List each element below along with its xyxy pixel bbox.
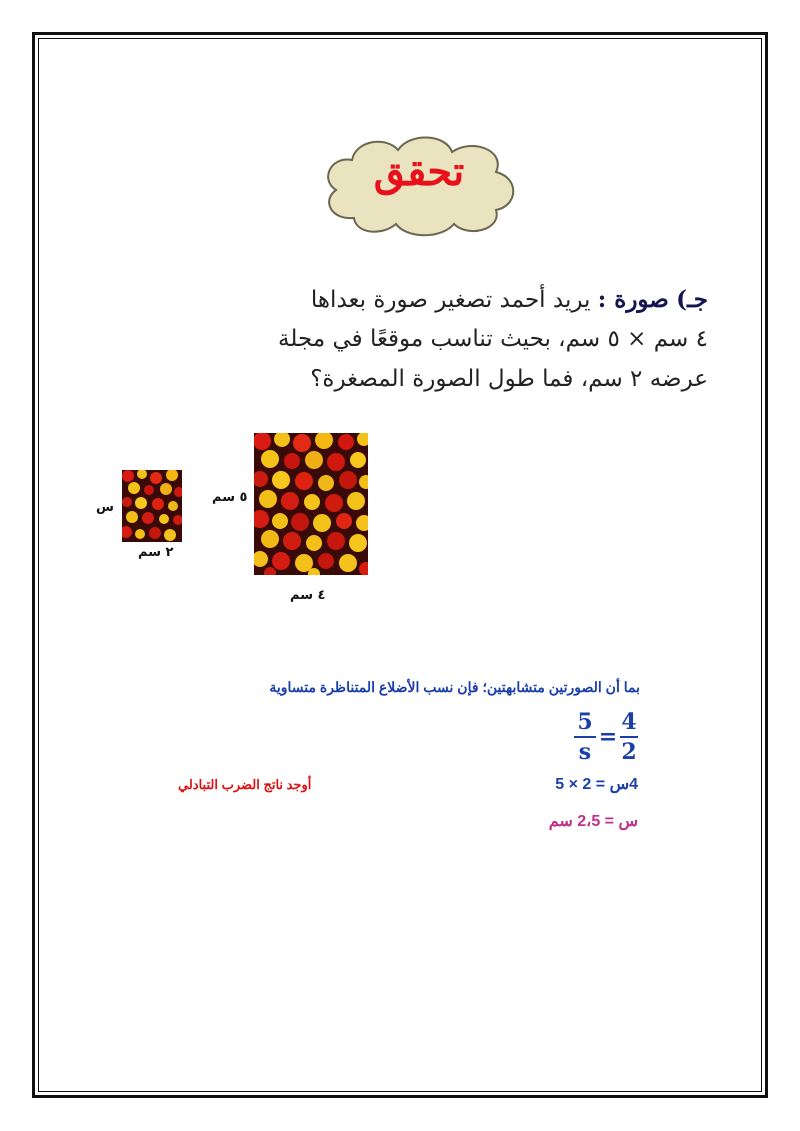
small-height-label: س — [96, 500, 114, 515]
small-width-label: ٢ سم — [138, 545, 174, 560]
fraction-left-numerator: 5 — [577, 709, 593, 735]
question-line-2: ٤ سم × ٥ سم، بحيث تناسب موقعًا في مجلة — [278, 326, 708, 352]
large-width-label: ٤ سم — [290, 588, 326, 603]
page-title: تحقق — [373, 148, 465, 195]
question-keyword: صورة : — [597, 286, 669, 313]
fraction-right-bar — [620, 736, 638, 738]
solution-step-1: 4س = 2 × 5 — [555, 776, 638, 793]
large-height-label: ٥ سم — [212, 490, 248, 505]
fraction-left — [574, 709, 596, 765]
solution-statement: بما أن الصورتين متشابهتين؛ فإن نسب الأضلاع المتناظرة متساوية — [269, 679, 640, 695]
fraction-equals: = — [598, 724, 618, 750]
question-line-3: عرضه ٢ سم، فما طول الصورة المصغرة؟ — [310, 366, 708, 392]
fraction-left-denominator: s — [578, 739, 592, 765]
fraction-left-bar — [574, 736, 596, 738]
question-label: جـ) — [676, 286, 708, 313]
small-photo-flowers — [122, 470, 182, 542]
fraction-right-denominator: 2 — [621, 739, 637, 765]
question-line-1 — [311, 286, 708, 313]
fraction-right — [620, 709, 638, 765]
large-photo-flowers — [254, 433, 368, 575]
fraction-right-numerator: 4 — [621, 709, 637, 735]
question-line-1-text: يريد أحمد تصغير صورة بعداها — [310, 287, 591, 313]
solution-answer: س = 2،5 سم — [548, 813, 638, 830]
cross-multiply-hint: أوجد ناتج الضرب التبادلي — [178, 777, 312, 792]
small-photo — [122, 470, 182, 542]
large-photo — [254, 433, 368, 575]
